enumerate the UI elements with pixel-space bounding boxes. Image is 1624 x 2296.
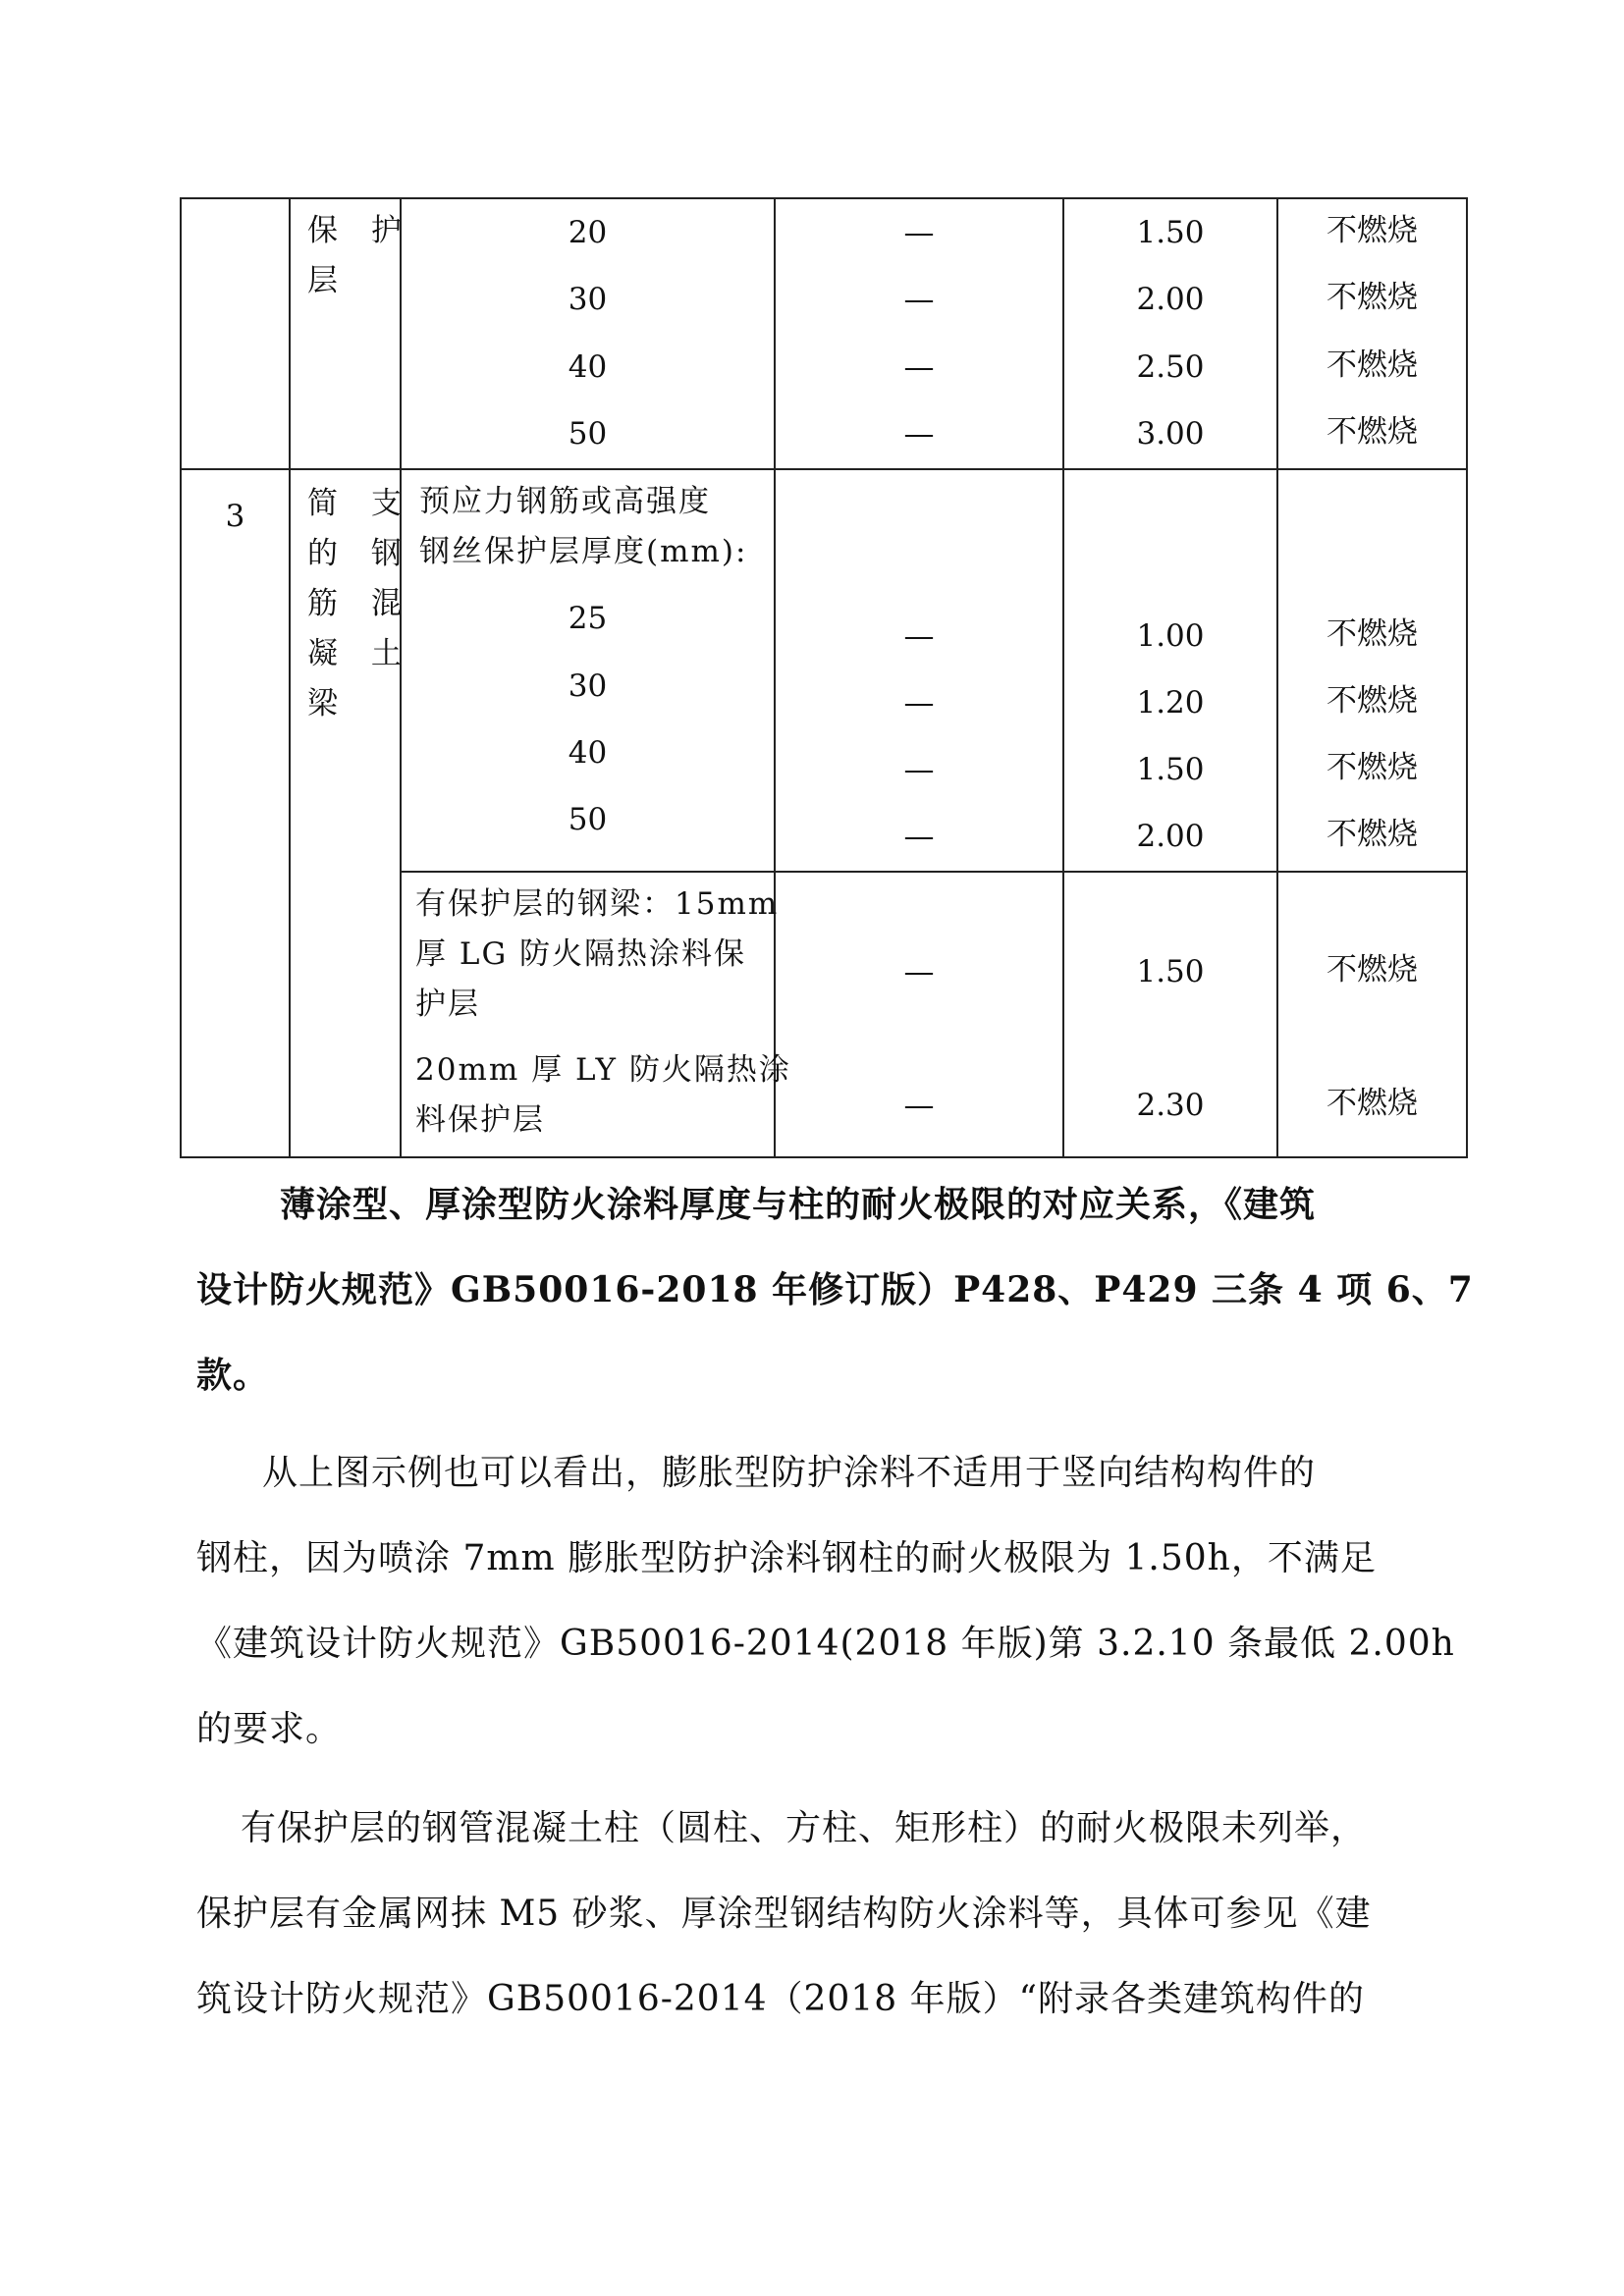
combustibility-value: 不燃烧 <box>1326 347 1418 383</box>
fire-limit-value: 1.50 <box>1136 215 1205 250</box>
row-number-cell <box>181 198 290 469</box>
thickness-value: 50 <box>568 416 608 452</box>
thickness-value: 30 <box>568 668 608 704</box>
dash-mark: — <box>903 349 935 385</box>
combustibility-value: 不燃烧 <box>1326 414 1418 450</box>
fire-limit-value: 2.30 <box>1136 1088 1205 1123</box>
combustibility-cell <box>1277 469 1467 872</box>
row-number-cell <box>181 469 290 1157</box>
combustibility-value: 不燃烧 <box>1326 280 1418 315</box>
fire-limit-value: 2.00 <box>1136 282 1205 317</box>
body-paragraph-line: 《建筑设计防火规范》GB50016-2014(2018 年版)第 3.2.10 条最低 2.00h <box>196 1624 1455 1664</box>
body-paragraph-line: 钢柱，因为喷涂 7mm 膨胀型防护涂料钢柱的耐火极限为 1.50h，不满足 <box>196 1538 1377 1578</box>
description-cell <box>401 469 775 872</box>
bold-note-line: 款。 <box>196 1355 270 1396</box>
dash-mark: — <box>903 752 935 787</box>
combustibility-value: 不燃烧 <box>1326 616 1418 652</box>
body-paragraph-line: 的要求。 <box>196 1709 343 1749</box>
description-line: 预应力钢筋或高强度 <box>419 484 711 519</box>
description-line: 20mm 厚 LY 防火隔热涂 <box>415 1052 791 1088</box>
fire-limit-value: 2.00 <box>1136 819 1205 854</box>
fire-limit-cell <box>1063 872 1277 1157</box>
thickness-value: 25 <box>568 601 608 636</box>
dash-mark: — <box>903 416 935 452</box>
fire-limit-value: 1.20 <box>1136 685 1205 721</box>
fire-limit-value: 3.00 <box>1136 416 1205 452</box>
dash-mark: — <box>903 954 935 989</box>
body-paragraph-line: 保护层有金属网抹 M5 砂浆、厚涂型钢结构防火涂料等，具体可参见《建 <box>196 1894 1372 1934</box>
fire-limit-cell <box>1063 469 1277 872</box>
category-cell <box>290 198 413 469</box>
row-number: 3 <box>225 499 245 534</box>
table-row <box>181 198 1467 469</box>
dash-mark: — <box>903 1088 935 1123</box>
combustibility-cell <box>1277 198 1467 469</box>
combustibility-value: 不燃烧 <box>1326 750 1418 785</box>
fire-limit-cell <box>1063 198 1277 469</box>
bold-note-line: 设计防火规范》GB50016-2018 年修订版）P428、P429 三条 4 项 6、7 <box>196 1269 1474 1310</box>
table-row <box>181 469 1467 872</box>
category-line: 层 <box>307 263 350 298</box>
combustibility-value: 不燃烧 <box>1326 683 1418 719</box>
body-paragraph-line: 筑设计防火规范》GB50016-2014（2018 年版）“附录各类建筑构件的 <box>196 1979 1365 2019</box>
body-paragraph-line: 从上图示例也可以看出，膨胀型防护涂料不适用于竖向结构构件的 <box>262 1453 1317 1493</box>
description-line: 有保护层的钢梁：15mm <box>415 886 780 922</box>
fire-limit-value: 1.00 <box>1136 618 1205 654</box>
fire-resistance-table <box>180 197 1468 1158</box>
description-line: 护层 <box>415 987 480 1022</box>
category-line: 简 支 <box>307 486 413 521</box>
fire-limit-value: 2.50 <box>1136 349 1205 385</box>
dash-mark: — <box>903 282 935 317</box>
dash-cell <box>775 469 1063 872</box>
description-cell <box>401 872 791 1157</box>
description-line: 钢丝保护层厚度(mm): <box>419 534 748 569</box>
thickness-value: 20 <box>568 215 608 250</box>
description-line: 厚 LG 防火隔热涂料保 <box>415 936 747 972</box>
dash-mark: — <box>903 685 935 721</box>
dash-mark: — <box>903 819 935 854</box>
dash-mark: — <box>903 215 935 250</box>
combustibility-cell <box>1277 872 1467 1157</box>
combustibility-value: 不燃烧 <box>1326 213 1418 248</box>
thickness-value: 30 <box>568 282 608 317</box>
category-cell <box>290 469 413 1157</box>
thickness-cell <box>401 198 775 469</box>
bold-note-line: 薄涂型、厚涂型防火涂料厚度与柱的耐火极限的对应关系，《建筑 <box>280 1184 1317 1225</box>
dash-cell <box>775 872 1063 1157</box>
fire-limit-value: 1.50 <box>1136 752 1205 787</box>
thickness-value: 40 <box>568 735 608 771</box>
category-line: 的 钢 <box>307 536 413 571</box>
thickness-value: 50 <box>568 802 608 837</box>
fire-limit-value: 1.50 <box>1136 954 1205 989</box>
dash-mark: — <box>903 618 935 654</box>
category-line: 梁 <box>307 686 350 721</box>
category-line: 筋 混 <box>307 586 413 621</box>
combustibility-value: 不燃烧 <box>1326 817 1418 852</box>
category-line: 保 护 <box>307 213 413 248</box>
thickness-value: 40 <box>568 349 608 385</box>
combustibility-value: 不燃烧 <box>1326 1086 1418 1121</box>
combustibility-value: 不燃烧 <box>1326 952 1418 988</box>
category-line: 凝 土 <box>307 636 413 671</box>
dash-cell <box>775 198 1063 469</box>
description-line: 料保护层 <box>415 1102 545 1138</box>
body-paragraph-line: 有保护层的钢管混凝土柱（圆柱、方柱、矩形柱）的耐火极限未列举， <box>241 1808 1368 1848</box>
